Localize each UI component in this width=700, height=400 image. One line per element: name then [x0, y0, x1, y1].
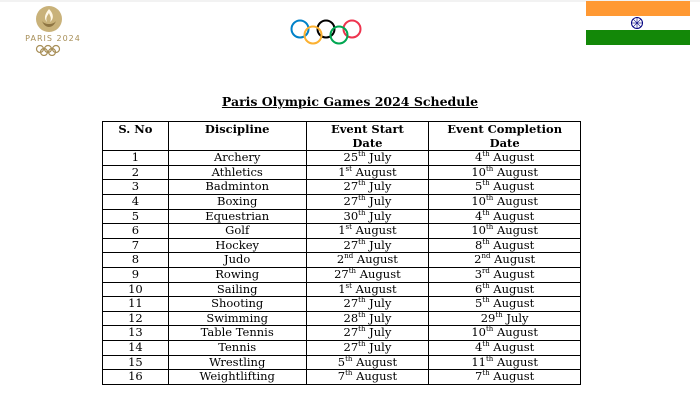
- start-day: 27: [343, 339, 359, 354]
- start-day-suffix: st: [345, 281, 352, 290]
- cell-sno: 9: [103, 267, 169, 282]
- table-row: [103, 209, 581, 224]
- start-day: 27: [343, 179, 359, 194]
- cell-end-date: [429, 311, 581, 326]
- cell-sno: 16: [103, 370, 169, 385]
- end-day: 4: [474, 150, 483, 165]
- table-row: [103, 297, 581, 312]
- end-month: August: [494, 252, 536, 267]
- start-month: August: [356, 354, 398, 369]
- start-day-suffix: th: [345, 369, 353, 378]
- end-day: 4: [474, 339, 483, 354]
- paris-logo-text: PARIS 2024: [25, 34, 81, 43]
- header-start-line2: Date: [352, 135, 383, 150]
- end-day-suffix: nd: [481, 252, 491, 261]
- end-day-suffix: th: [485, 223, 494, 232]
- cell-sno: 7: [103, 238, 169, 253]
- cell-discipline: Weightlifting: [168, 370, 306, 385]
- start-month: July: [369, 150, 392, 165]
- cell-start-date: [306, 297, 429, 312]
- start-day-suffix: nd: [344, 252, 354, 261]
- cell-sno: 10: [103, 282, 169, 297]
- table-row: [103, 253, 581, 268]
- cell-discipline: Equestrian: [168, 209, 306, 224]
- end-month: August: [496, 223, 538, 238]
- cell-end-date: [429, 253, 581, 268]
- cell-sno: 6: [103, 224, 169, 239]
- document-title: Paris Olympic Games 2024 Schedule: [221, 94, 479, 109]
- end-day-suffix: th: [482, 281, 490, 290]
- start-day-suffix: th: [358, 194, 366, 203]
- end-month: August: [496, 354, 538, 369]
- cell-start-date: [306, 282, 429, 297]
- cell-end-date: [429, 209, 581, 224]
- cell-end-date: [429, 151, 581, 166]
- cell-sno: 13: [103, 326, 169, 341]
- start-day: 27: [343, 325, 359, 340]
- cell-sno: 12: [103, 311, 169, 326]
- cell-start-date: [306, 326, 429, 341]
- start-day: 28: [343, 310, 359, 325]
- table-row: [103, 165, 581, 180]
- cell-end-date: [429, 165, 581, 180]
- start-day-suffix: th: [358, 310, 366, 319]
- start-day: 27: [343, 193, 359, 208]
- end-day-suffix: th: [482, 237, 490, 246]
- table-row: [103, 326, 581, 341]
- table-row: [103, 282, 581, 297]
- header-discipline-label: Discipline: [204, 122, 270, 136]
- start-month: July: [369, 237, 392, 252]
- end-month: August: [493, 281, 535, 296]
- paris-flame-icon: [34, 4, 64, 34]
- end-day-suffix: th: [482, 369, 490, 378]
- start-month: July: [369, 325, 392, 340]
- cell-sno: 15: [103, 355, 169, 370]
- header-sno-label: S. No: [118, 122, 153, 136]
- start-day-suffix: st: [345, 223, 352, 232]
- end-day-suffix: th: [482, 208, 490, 217]
- end-day-suffix: th: [485, 194, 494, 203]
- start-day: 27: [343, 296, 359, 311]
- end-day: 5: [474, 296, 483, 311]
- header-end-line1: Event Completion: [447, 122, 563, 136]
- end-month: August: [493, 208, 535, 223]
- start-day-suffix: th: [358, 208, 366, 217]
- end-day-suffix: th: [482, 340, 490, 349]
- cell-start-date: [306, 355, 429, 370]
- start-day: 27: [343, 237, 359, 252]
- start-day: 2: [336, 252, 345, 267]
- cell-start-date: [306, 370, 429, 385]
- cell-sno: 1: [103, 151, 169, 166]
- cell-start-date: [306, 209, 429, 224]
- start-month: July: [369, 339, 392, 354]
- end-day: 10: [471, 223, 486, 238]
- end-day: 8: [474, 237, 483, 252]
- end-day-suffix: th: [482, 179, 490, 188]
- cell-start-date: [306, 165, 429, 180]
- header-end-date: [429, 122, 581, 151]
- paris-2024-logo: [18, 4, 88, 56]
- table-header-row: [103, 122, 581, 151]
- cell-discipline: Swimming: [168, 311, 306, 326]
- header-end-line2: Date: [489, 135, 520, 150]
- start-month: July: [369, 179, 392, 194]
- table-row: [103, 267, 581, 282]
- end-day: 2: [474, 252, 482, 267]
- start-day: 1: [338, 281, 346, 296]
- start-month: August: [355, 223, 397, 238]
- cell-discipline: Shooting: [168, 297, 306, 312]
- cell-start-date: [306, 238, 429, 253]
- end-day: 10: [471, 325, 486, 340]
- end-month: August: [493, 296, 535, 311]
- end-month: August: [493, 369, 535, 384]
- start-day-suffix: st: [345, 164, 352, 173]
- end-month: August: [496, 164, 538, 179]
- start-month: July: [369, 296, 392, 311]
- cell-start-date: [306, 340, 429, 355]
- end-month: August: [496, 193, 538, 208]
- end-month: August: [493, 266, 535, 281]
- cell-sno: 5: [103, 209, 169, 224]
- end-day: 3: [474, 266, 483, 281]
- end-day-suffix: th: [482, 150, 490, 159]
- cell-discipline: Wrestling: [168, 355, 306, 370]
- cell-sno: 14: [103, 340, 169, 355]
- cell-sno: 2: [103, 165, 169, 180]
- cell-end-date: [429, 180, 581, 195]
- cell-end-date: [429, 340, 581, 355]
- ashoka-chakra-icon: [629, 16, 645, 30]
- flag-saffron-band: [586, 1, 690, 16]
- cell-start-date: [306, 224, 429, 239]
- cell-end-date: [429, 224, 581, 239]
- start-month: August: [359, 266, 401, 281]
- end-month: August: [496, 325, 538, 340]
- table-row: [103, 238, 581, 253]
- end-day-suffix: th: [485, 164, 494, 173]
- end-day-suffix: rd: [482, 267, 490, 276]
- header-discipline: [168, 122, 306, 151]
- cell-end-date: [429, 194, 581, 209]
- start-day-suffix: th: [345, 354, 353, 363]
- end-day-suffix: th: [482, 296, 490, 305]
- end-day: 4: [474, 208, 483, 223]
- end-day: 5: [474, 179, 483, 194]
- cell-end-date: [429, 238, 581, 253]
- start-day-suffix: th: [358, 150, 366, 159]
- cell-discipline: Judo: [168, 253, 306, 268]
- end-day: 11: [471, 354, 486, 369]
- end-day: 7: [474, 369, 483, 384]
- start-day: 30: [343, 208, 359, 223]
- end-day: 29: [480, 310, 496, 325]
- table-row: [103, 151, 581, 166]
- paris-logo-rings-icon: [32, 44, 72, 56]
- cell-discipline: Golf: [168, 224, 306, 239]
- end-month: August: [493, 179, 535, 194]
- cell-discipline: Tennis: [168, 340, 306, 355]
- cell-sno: 4: [103, 194, 169, 209]
- table-row: [103, 311, 581, 326]
- end-day-suffix: th: [485, 354, 494, 363]
- start-month: August: [355, 164, 397, 179]
- cell-end-date: [429, 355, 581, 370]
- end-day: 6: [474, 281, 483, 296]
- start-month: August: [356, 252, 398, 267]
- end-day-suffix: th: [495, 310, 503, 319]
- end-month: August: [493, 150, 535, 165]
- cell-discipline: Hockey: [168, 238, 306, 253]
- header-start-line1: Event Start: [330, 122, 404, 136]
- cell-end-date: [429, 267, 581, 282]
- india-flag: [586, 1, 690, 45]
- start-month: July: [369, 193, 392, 208]
- cell-start-date: [306, 151, 429, 166]
- end-month: August: [493, 339, 535, 354]
- cell-start-date: [306, 267, 429, 282]
- cell-end-date: [429, 282, 581, 297]
- header-sno: [103, 122, 169, 151]
- schedule-table: [102, 121, 581, 385]
- cell-start-date: [306, 180, 429, 195]
- cell-discipline: Rowing: [168, 267, 306, 282]
- cell-end-date: [429, 297, 581, 312]
- cell-discipline: Badminton: [168, 180, 306, 195]
- table-row: [103, 180, 581, 195]
- cell-sno: 11: [103, 297, 169, 312]
- start-day: 7: [337, 369, 346, 384]
- start-day: 5: [337, 354, 346, 369]
- cell-discipline: Table Tennis: [168, 326, 306, 341]
- table-row: [103, 370, 581, 385]
- cell-discipline: Athletics: [168, 165, 306, 180]
- end-month: July: [506, 310, 529, 325]
- end-month: August: [493, 237, 535, 252]
- start-day-suffix: th: [348, 267, 357, 276]
- start-day: 27: [334, 266, 349, 281]
- cell-discipline: Archery: [168, 151, 306, 166]
- cell-sno: 8: [103, 253, 169, 268]
- start-day: 1: [338, 164, 346, 179]
- start-day-suffix: th: [358, 340, 366, 349]
- cell-sno: 3: [103, 180, 169, 195]
- end-day: 10: [471, 164, 486, 179]
- table-row: [103, 355, 581, 370]
- start-month: July: [369, 310, 392, 325]
- cell-start-date: [306, 194, 429, 209]
- end-day: 10: [471, 193, 486, 208]
- olympic-rings-icon: [289, 19, 363, 45]
- cell-start-date: [306, 253, 429, 268]
- start-month: August: [355, 281, 397, 296]
- start-day: 25: [343, 150, 359, 165]
- cell-end-date: [429, 370, 581, 385]
- start-day-suffix: th: [358, 179, 366, 188]
- header-start-date: [306, 122, 429, 151]
- start-day: 1: [338, 223, 346, 238]
- start-day-suffix: th: [358, 325, 366, 334]
- start-day-suffix: th: [358, 296, 366, 305]
- table-row: [103, 340, 581, 355]
- flag-green-band: [586, 30, 690, 45]
- start-day-suffix: th: [358, 237, 366, 246]
- end-day-suffix: th: [485, 325, 494, 334]
- cell-discipline: Sailing: [168, 282, 306, 297]
- cell-end-date: [429, 326, 581, 341]
- start-month: August: [356, 369, 398, 384]
- table-row: [103, 224, 581, 239]
- cell-start-date: [306, 311, 429, 326]
- table-row: [103, 194, 581, 209]
- start-month: July: [369, 208, 392, 223]
- cell-discipline: Boxing: [168, 194, 306, 209]
